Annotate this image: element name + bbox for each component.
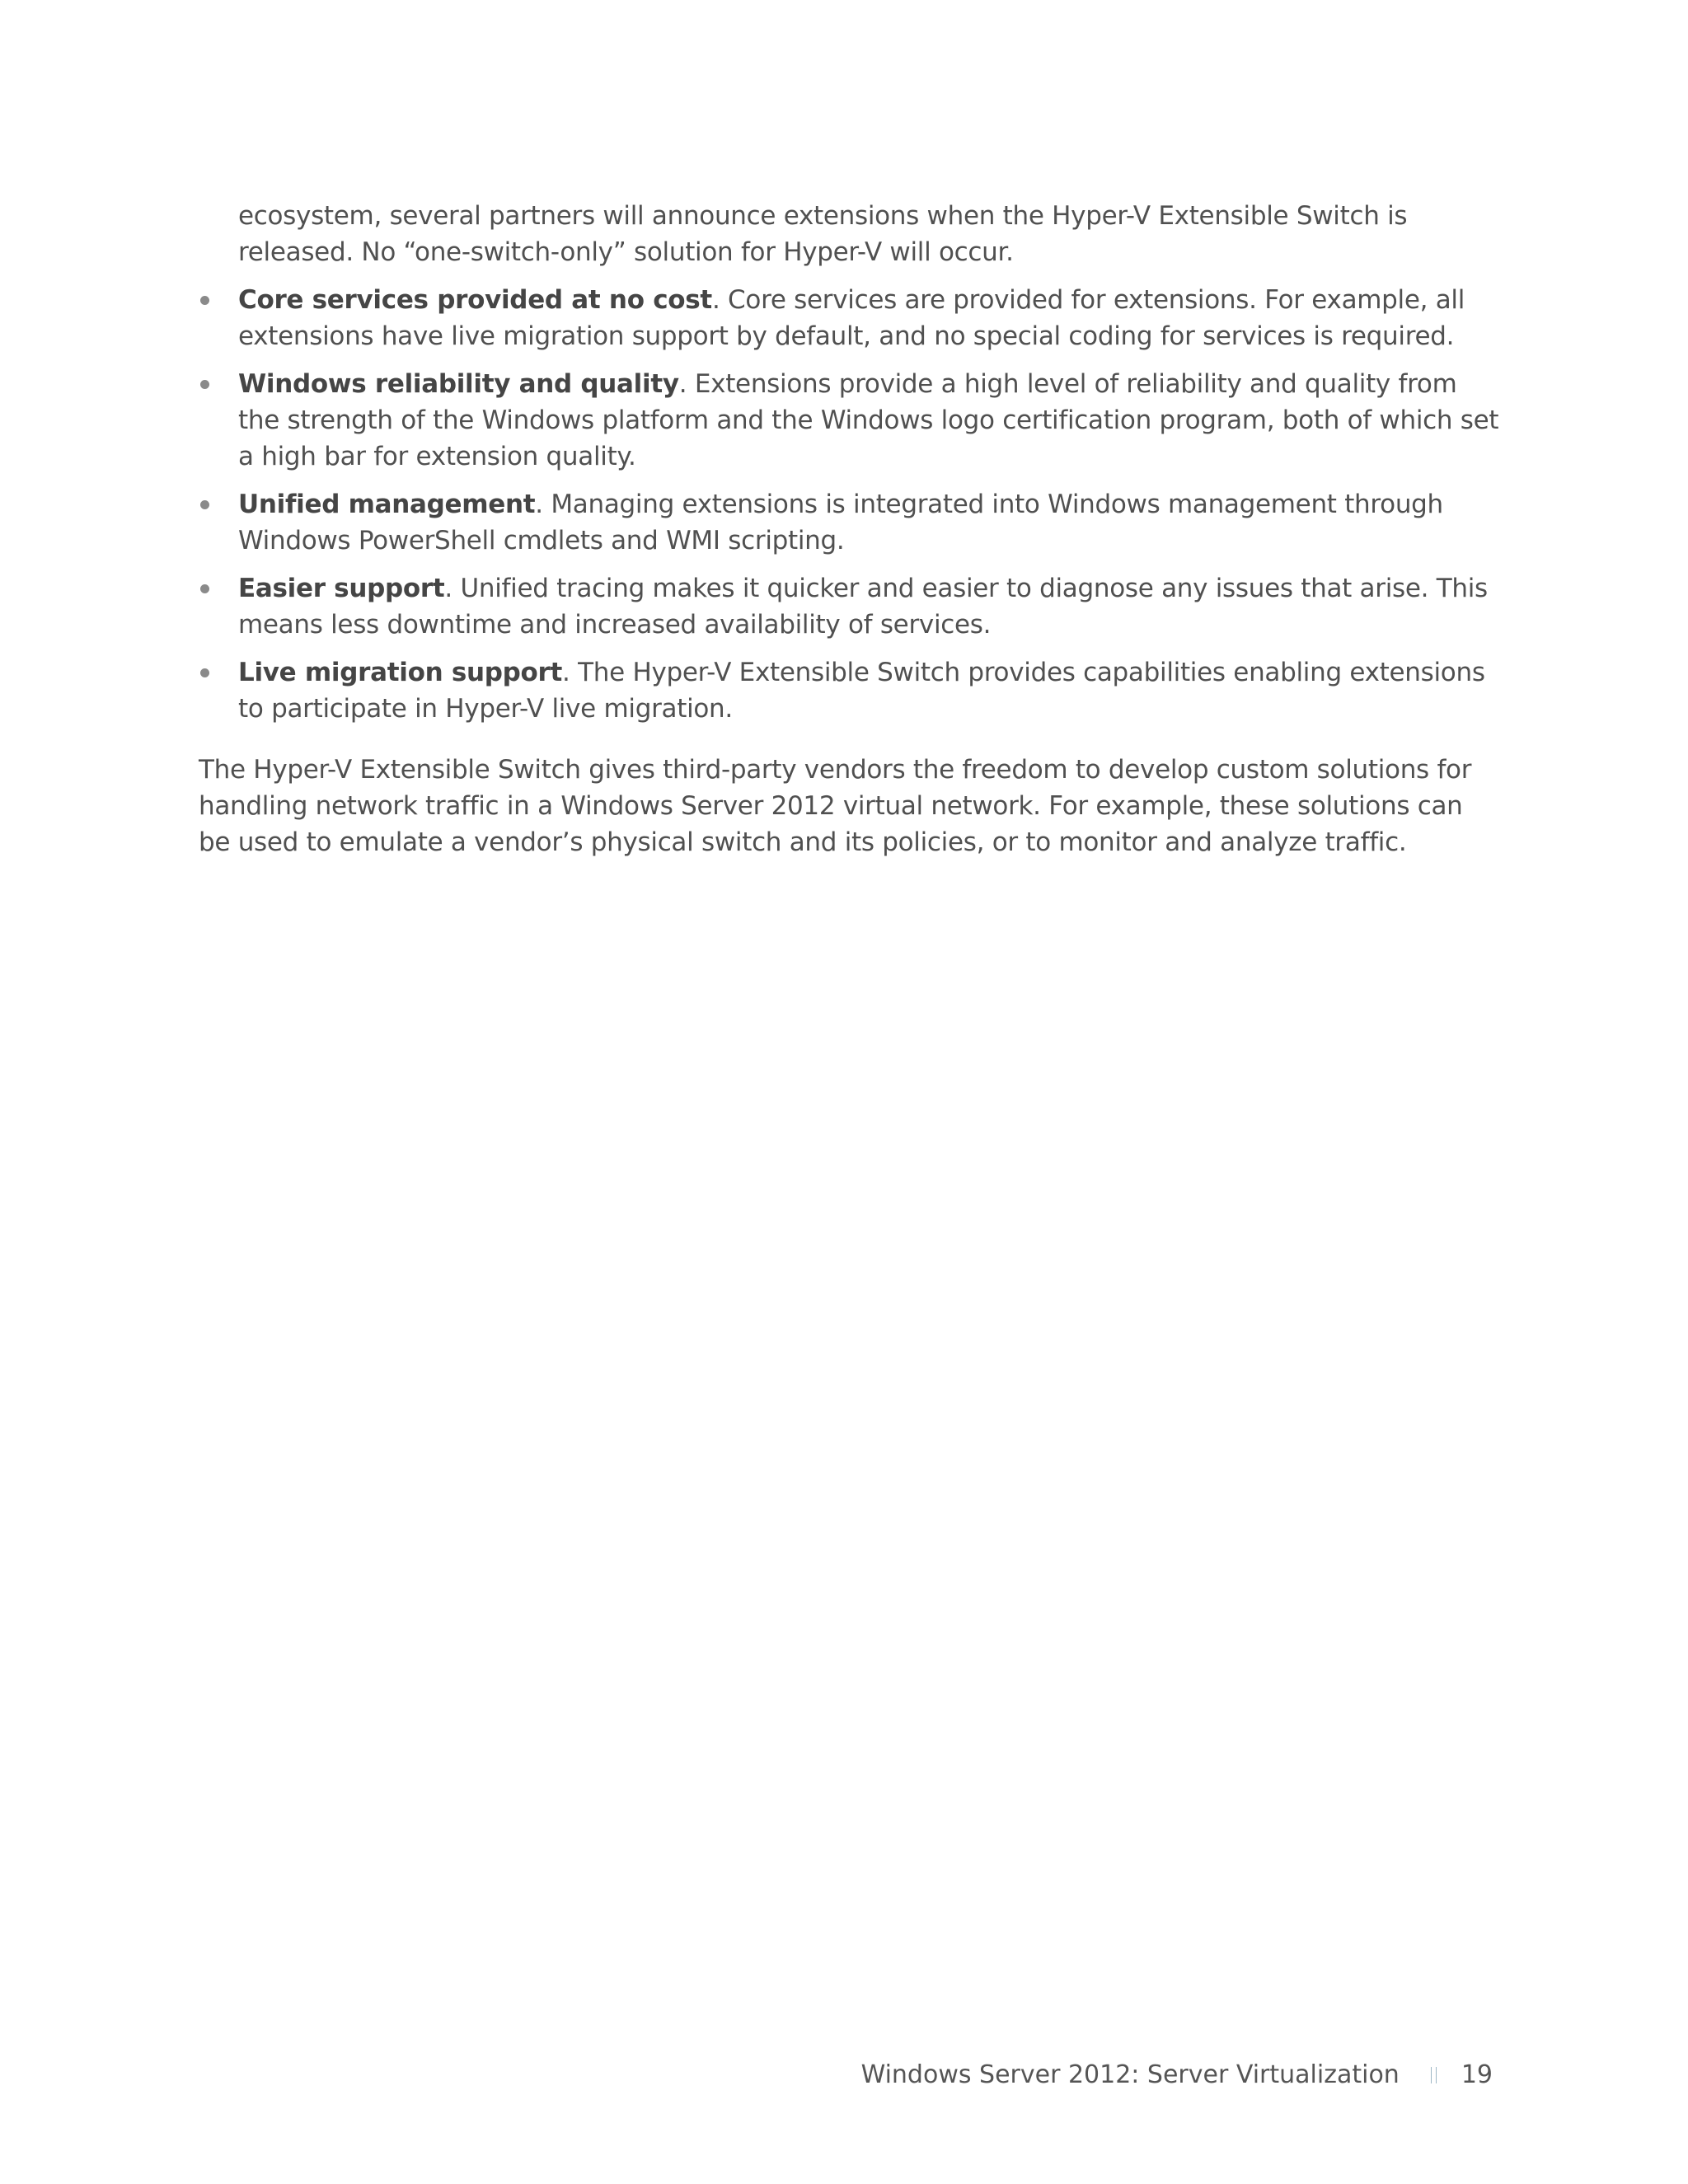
bullet-icon [200,584,209,593]
bullet-text: . Core services are provided for extensions. For example, all extensions have live migration support by default, and no special coding for services is required. [238,285,1465,351]
bullet-lead: Windows reliability and quality [238,369,679,399]
bullet-lead: Live migration support [238,658,563,687]
bullet-icon [200,380,209,389]
bullet-lead: Core services provided at no cost [238,285,712,315]
bullet-icon [200,668,209,677]
bullet-text: . Managing extensions is integrated into Windows management through Windows PowerShell cmdlets and WMI scripting. [238,490,1443,555]
page-footer [861,2059,1493,2092]
footer-title: Windows Server 2012: Server Virtualization [860,2060,1400,2089]
list-item [199,654,1501,727]
page-content [199,198,1501,860]
bullet-text: . The Hyper-V Extensible Switch provides capabilities enabling extensions to participate in Hyper-V live migration. [238,658,1485,724]
bullet-lead: Easier support [238,574,445,603]
bullet-lead: Unified management [238,490,536,519]
continued-bullet-text: ecosystem, several partners will announce extensions when the Hyper-V Extensible Switch is released. No “one-switch-only” solution for Hyper-V will occur. [238,201,1408,267]
bullet-text: . Unified tracing makes it quicker and easier to diagnose any issues that arise. This means less downtime and increased availability of services. [238,574,1488,640]
list-item [199,486,1501,559]
bullet-text: . Extensions provide a high level of reliability and quality from the strength of the Windows platform and the Windows logo certification program, both of which set a high bar for extension quality. [238,369,1499,471]
benefits-list [199,282,1501,727]
page-number: 19 [1461,2060,1493,2089]
list-item [199,570,1501,643]
list-item [199,282,1501,354]
bullet-icon [200,500,209,509]
bullet-icon [200,296,209,305]
footer-separator [1431,2067,1437,2083]
closing-paragraph: The Hyper-V Extensible Switch gives third-party vendors the freedom to develop custom solutions for handling network traffic in a Windows Server 2012 virtual network. For example, these solutions can be used to emulate a vendor’s physical switch and its policies, or to monitor and analyze traffic. [199,755,1472,857]
list-item [199,366,1501,475]
